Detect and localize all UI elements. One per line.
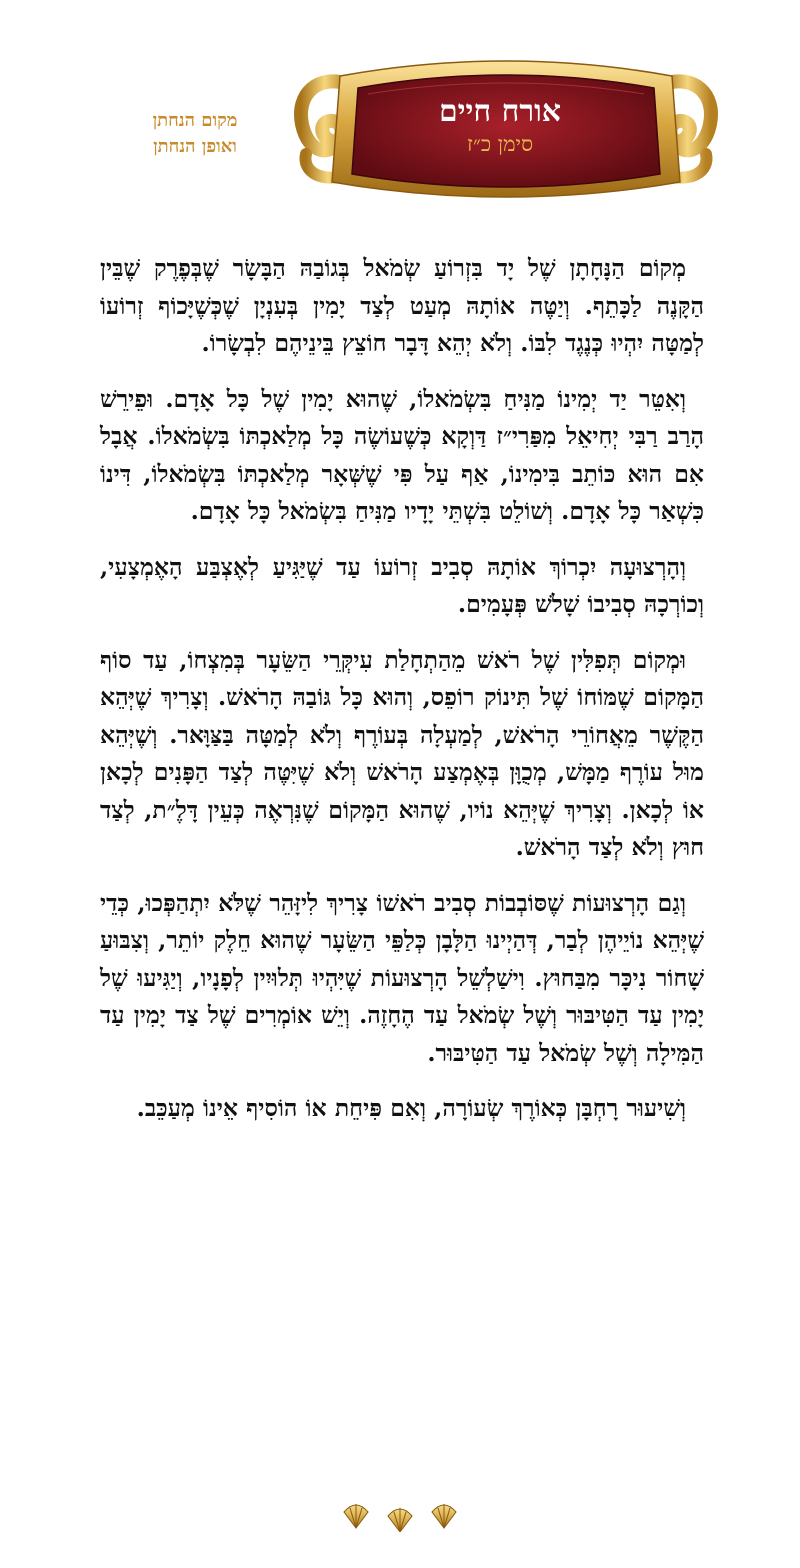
page-header (0, 0, 800, 230)
section-title (130, 108, 260, 160)
banner-title: אורח חיים (438, 94, 562, 129)
banner-subtitle: סימן כ״ז (466, 132, 534, 156)
shell-icon (432, 1504, 456, 1528)
paragraph: וְהָרְצוּעָה יִכְרוֹךְ אוֹתָהּ סְבִיב זְרוֹעוֹ עַד שֶׁיַּגִּיעַ לְאֶצְבַּע הָאֶמְצָעִי, וְכוֹרְכָהּ סְבִיבוֹ שָׁלֹשׁ פְּעָמִים. (100, 552, 704, 618)
halacha-text (100, 250, 704, 1146)
paragraph: וְאִטֵּר יַד יְמִינוֹ מַנִּיחַ בִּשְׂמֹאלוֹ, שֶׁהוּא יָמִין שֶׁל כָּל אָדָם. וּפֵירֵשׁ הָרַב רַבִּי יְחִיאֵל מִפַּרִי״ז דַּוְקָא כְּשֶׁעוֹשֶׂה כָּל מְלַאכְתּוֹ בִּשְׂמֹאלוֹ. אֲבָל אִם הוּא כּוֹתֵב בִּימִינוֹ, אַף עַל פִּי שֶׁשְּׁאָר מְלַאכְתּוֹ בִּשְׂמֹאלוֹ, דִּינוֹ כִּשְׁאַר כָּל אָדָם. וְשׁוֹלֵט בִּשְׁתֵּי יָדָיו מַנִּיחַ בִּשְׂמֹאל כָּל אָדָם. (100, 384, 704, 525)
section-title-line-1: מקום הנחתן (152, 110, 238, 131)
paragraph: וְשִׁיעוּר רָחְבָּן כְּאוֹרֶךְ שְׂעוֹרָה, וְאִם פִּיחֵת אוֹ הוֹסִיף אֵינוֹ מְעַכֵּב. (136, 1094, 686, 1122)
paragraph: וּמְקוֹם תְּפִלִּין שֶׁל רֹאשׁ מֵהַתְחָלַת עִיקְּרֵי הַשֵּׂעָר בְּמִצְחוֹ, עַד סוֹף הַמָּקוֹם שֶׁמּוֹחוֹ שֶׁל תִּינוֹק רוֹפֵס, וְהוּא כָּל גּוֹבַהּ הָרֹאשׁ. וְצָרִיךְ שֶׁיְּהֵא הַקֶּשֶׁר מֵאֲחוֹרֵי הָרֹאשׁ, לְמַעְלָה בְּעוֹרֶף וְלֹא לְמַטָּה בַּצַּוָּאר. וְשֶׁיְּהֵא מוּל עוֹרֶף מַמָּשׁ, מְכֻוָּן בְּאֶמְצַע הָרֹאשׁ וְלֹא שֶׁיִּטֶּה לְצַד הַפָּנִים לְכָאן אוֹ לְכָאן. וְצָרִיךְ שֶׁיְּהֵא נוֹיו, שֶׁהוּא הַמָּקוֹם שֶׁנִּרְאֶה כְּעֵין דָּלֶ״ת, לְצַד חוּץ וְלֹא לְצַד הָרֹאשׁ. (100, 645, 704, 861)
paragraph: וְגַם הָרְצוּעוֹת שֶׁסּוֹבְבוֹת סְבִיב רֹאשׁוֹ צָרִיךְ לִיזָּהֵר שֶׁלֹּא יִתְהַפְּכוּ, כְּדֵי שֶׁיְּהֵא נוֹיֵיהֶן לְבַר, דְּהַיְינוּ הַלָּבָן כְּלַפֵּי הַשֵּׂעָר שֶׁהוּא חֵלֶק יוֹתֵר, וְצִבּוּעַ שָׁחוֹר נִיכָּר מִבַּחוּץ. וִישַׁלְשֵׁל הָרְצוּעוֹת שֶׁיִּהְיוּ תְּלוּיִין לְפָנָיו, וְיַגִּיעוּ שֶׁל יָמִין עַד הַטִּיבּוּר וְשֶׁל שְׂמֹאל עַד הֶחָזֶה. וְיֵשׁ אוֹמְרִים שֶׁל צַד יָמִין עַד הַמִּילָה וְשֶׁל שְׂמֹאל עַד הַטִּיבּוּר. (100, 888, 704, 1067)
shell-icon (388, 1508, 412, 1532)
shell-ornament (340, 1498, 464, 1532)
section-title-line-2: ואופן הנחתן (153, 136, 237, 157)
shell-icon (344, 1504, 368, 1528)
paragraph: מְקוֹם הַנָּחָתָן שֶׁל יָד בִּזְרוֹעַ שְׂמֹאל בְּגוֹבַהּ הַבָּשָׂר שֶׁבְּפֶרֶק שֶׁבֵּין הַקָּנֶה לַכָּתֵף. וְיַטֶּה אוֹתָהּ מְעַט לְצַד יָמִין בְּעִנְיָן שֶׁכְּשֶׁיָּכוֹף זְרוֹעוֹ לְמַטָּה יִהְיוּ כְּנֶגֶד לִבּוֹ. וְלֹא יְהֵא דָּבָר חוֹצֵץ בֵּינֵיהֶם לִבְשָׂרוֹ. (100, 254, 704, 357)
